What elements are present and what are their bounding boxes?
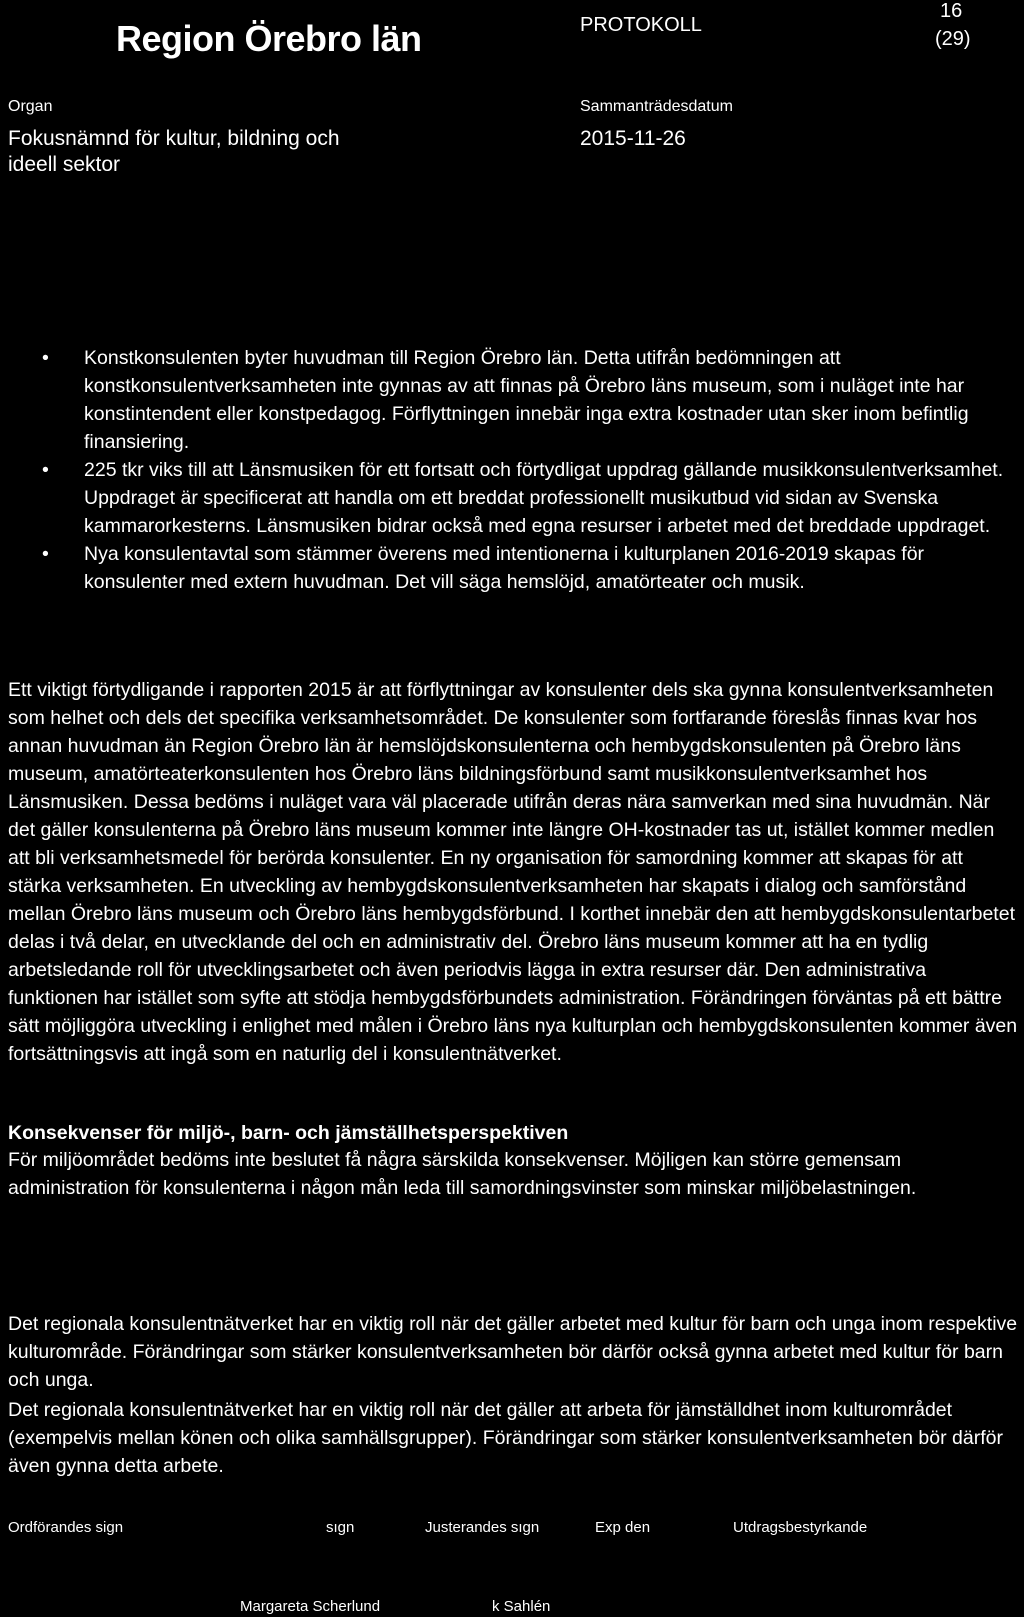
bullet-text: Konstkonsulenten byter huvudman till Region Örebro län. Detta utifrån bedömningen att konstkonsulentverksamheten inte gynnas av att finnas på Örebro läns museum, som i nuläget inte har konstintendent eller konstpedagog. Förflyttningen innebär inga extra kostnader utan sker inom befintlig finansiering. bbox=[84, 347, 969, 453]
exp-date-label: Exp den bbox=[595, 1519, 651, 1536]
section-heading: Konsekvenser för miljö-, barn- och jämställhetsperspektiven bbox=[8, 1122, 569, 1144]
bullet-icon: • bbox=[42, 347, 49, 369]
bullet-list bbox=[38, 344, 1010, 596]
page-number: 16 bbox=[940, 0, 963, 22]
bullet-text: 225 tkr viks till att Länsmusiken för ett fortsatt och förtydligat uppdrag gällande musikkonsulentverksamhet. Uppdraget är specificerat att handla om ett breddat professionellt musikutbud vid sidan av Svenska kammarorkesterns. Länsmusiken bidrar också med egna resurser i arbetet med det breddade uppdraget. bbox=[84, 459, 1004, 537]
bullet-text: Nya konsulentavtal som stämmer överens med intentionerna i kulturplanen 2016-2019 skapas för konsulenter med extern huvudman. Det vill säga hemslöjd, amatörteater och musik. bbox=[84, 543, 925, 593]
organ-label: Organ bbox=[8, 98, 53, 115]
document-type: PROTOKOLL bbox=[580, 14, 702, 36]
chair-sign-label: Ordförandes sign bbox=[8, 1519, 124, 1536]
list-item bbox=[38, 456, 1010, 540]
adjuster-sign-label: Justerandes sıgn bbox=[425, 1519, 540, 1536]
list-item bbox=[38, 540, 1010, 596]
signature-name: k Sahlén bbox=[492, 1598, 551, 1615]
organ-value: Fokusnämnd för kultur, bildning och ideell sektor bbox=[8, 127, 340, 176]
meeting-date-value: 2015-11-26 bbox=[580, 127, 686, 150]
bullet-icon: • bbox=[42, 543, 49, 565]
list-item bbox=[38, 344, 1010, 456]
paragraph-equality: Det regionala konsulentnätverket har en viktig roll när det gäller att arbeta för jämställdhet inom kulturområdet (exempelvis mellan könen och olika samhällsgrupper). Förändringar som stärker konsulentverksamheten bör därför även gynna detta arbete. bbox=[8, 1399, 1003, 1477]
bullet-icon: • bbox=[42, 459, 49, 481]
paragraph-consultants: Ett viktigt förtydligande i rapporten 2015 är att förflyttningar av konsulenter dels ska gynna konsulentverksamheten som helhet och dels det specifika verksamhetsområdet. De konsulenter som fortfarande föreslås finnas kvar hos annan huvudman än Region Örebro län är hemslöjdskonsulenterna och hembygdskonsulenten på Örebro läns museum, amatörteaterkonsulenten hos Örebro läns bildningsförbund samt musikkonsulentverksamhet hos Länsmusiken. Dessa bedöms i nuläget vara väl placerade utifrån deras nära samverkan med sina huvudmän. När det gäller konsulenterna på Örebro läns museum kommer inte längre OH-kostnader tas ut, istället kommer medlen att bli verksamhetsmedel för berörda konsulenter. En ny organisation för samordning kommer att skapas för att stärka verksamheten. En utveckling av hembygdskonsulentverksamheten har skapats i dialog och samförstånd mellan Örebro läns museum och Örebro läns hembygdsförbund. I korthet innebär den att hembygdskonsulentarbetet delas i två delar, en utvecklande del och en administrativ del. Örebro läns museum kommer att ha en tydlig arbetsledande roll för utvecklingsarbetet och även periodvis lägga in extra resurser där. Den administrativa funktionen har istället som syfte att stödja hembygdsförbundets administration. Förändringen förväntas på ett bättre sätt möjliggöra utveckling i enlighet med målen i Örebro läns nya kulturplan och hembygdskonsulenten kommer även fortsättningsvis att ingå som en naturlig del i konsulentnätverket. bbox=[8, 679, 1018, 1065]
meeting-date-label: Sammanträdesdatum bbox=[580, 98, 733, 115]
extract-certification-label: Utdragsbestyrkande bbox=[733, 1519, 868, 1536]
signature-name: Margareta Scherlund bbox=[240, 1598, 381, 1615]
paragraph-environment: För miljöområdet bedöms inte beslutet få några särskilda konsekvenser. Möjligen kan större gemensam administration för konsulenterna i någon mån leda till samordningsvinster som minskar miljöbelastningen. bbox=[8, 1149, 917, 1199]
paragraph-children: Det regionala konsulentnätverket har en viktig roll när det gäller arbetet med kultur för barn och unga inom respektive kulturområde. Förändringar som stärker konsulentverksamheten bör därför också gynna arbetet med kultur för barn och unga. bbox=[8, 1313, 1018, 1391]
region-logo: Region Örebro län bbox=[116, 18, 422, 59]
page-total: (29) bbox=[935, 28, 971, 50]
sign-label: sıgn bbox=[326, 1519, 355, 1536]
